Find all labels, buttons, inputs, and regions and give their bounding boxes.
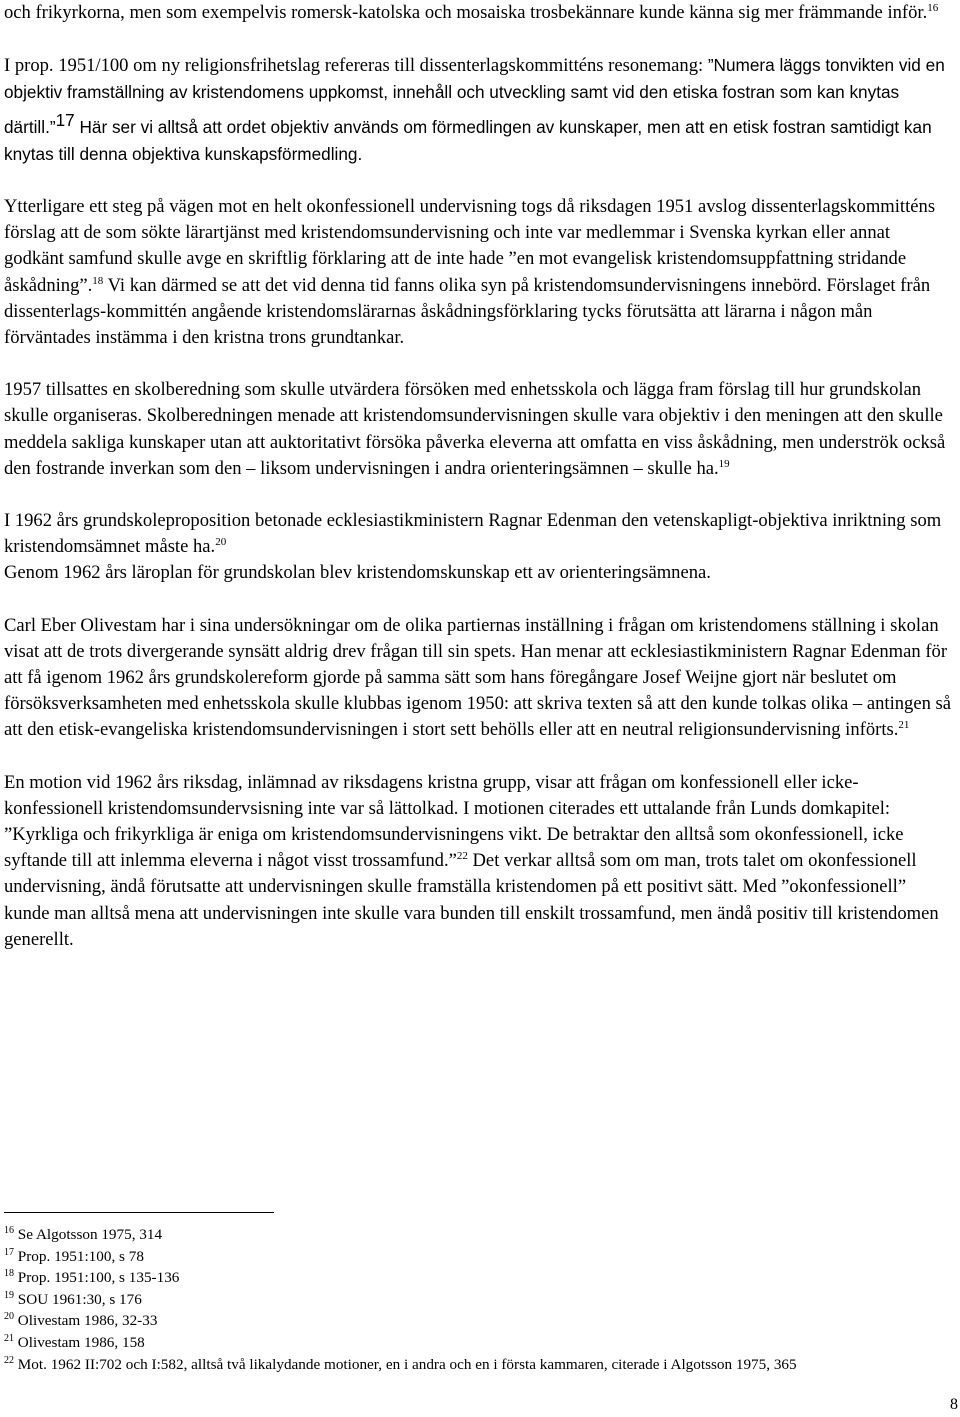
paragraph-text: I prop. 1951/100 om ny religionsfrihetslag refereras till dissenterlagskommitténs resonemang: <box>4 55 708 77</box>
paragraph-8 <box>4 770 954 953</box>
footnote-ref[interactable]: 20 <box>215 536 227 549</box>
paragraph-text: Här ser vi alltså att ordet objektiv används om förmedlingen av kunskaper, men att en etisk fostran samtidigt kan knytas till denna objektiva kunskapsförmedling. <box>4 116 932 164</box>
page-number: 8 <box>950 1396 958 1413</box>
footnote-text: Mot. 1962 II:702 och I:582, alltså två likalydande motioner, en i andra och en i första kammaren, citerade i Algotsson 1975, 365 <box>17 1355 797 1373</box>
paragraph-text: Ytterligare ett steg på vägen mot en helt okonfessionell undervisning togs då riksdagen 1951 avslog dissenterlagskommitténs förslag att de som sökte lärartjänst med kristendomsundervisning och inte var medlemmar i Svenska kyrkan eller annat godkänt samfund skulle avge en skriftlig förklaring att de inte hade ”en mot evangelisk kristendomsuppfattning stridande åskådning”. <box>4 196 936 296</box>
paragraph-text: Det verkar alltså som om man, trots talet om okonfessionell undervisning, ändå förutsatte att undervisningen skulle framställa kristendomen på ett positivt sätt. Med ”okonfessionell” kunde man alltså mena att undervisningen inte skulle vara bunden till enskilt trossamfund, men ändå positiv till kristendomen generellt. <box>4 850 939 950</box>
footnote-19 <box>4 1289 954 1311</box>
paragraph-text: Carl Eber Olivestam har i sina undersökningar om de olika partiernas inställning i frågan om kristendomens ställning i skolan visat att de trots divergerande synsätt aldrig drev frågan till sin spets. Han menar att ecklesiastikministern Ragnar Edenman för att få igenom 1962 års grundskolereform gjorde på samma sätt som hans föregångare Josef Weijne gjort när beslutet om försöksverksamheten med enhetsskola skulle klubbas igenom 1950: att skriva texten så att den kunde tolkas olika – antingen så att den etisk-evangeliska kristendomsundervisningen i stort sett behölls eller att en neutral religionsundervisning införts. <box>4 614 952 741</box>
footnote-ref[interactable]: 16 <box>927 2 939 14</box>
paragraph-1 <box>4 0 954 26</box>
paragraph-7 <box>4 613 954 744</box>
footnote-number: 18 <box>4 1268 14 1280</box>
paragraph-text: En motion vid 1962 års riksdag, inlämnad av riksdagens kristna grupp, visar att frågan om konfessionell eller icke-konfessionell kristendomsundervsisning inte var så lättolkad. I motionen citerades ett uttalande från Lunds domkapitel: ”Kyrkliga och frikyrkliga är eniga om kristendomsundervisningens vikt. De betraktar den alltså som okonfessionell, icke syftande till att inlemma eleverna i något visst trossamfund.” <box>4 771 904 872</box>
paragraph-text: 1957 tillsattes en skolberedning som skulle utvärdera försöken med enhetsskola och lägga fram förslag till hur grundskolan skulle organiseras. Skolberedningen menade att kristendomsundervisningen skulle vara objektiv i den meningen att den skulle meddela sakliga kunskaper utan att auktoritativt försöka påverka eleverna att omfatta en viss åskådning, men underströk också den fostrande inverkan som den – liksom undervisningen i andra orienteringsämnen – skulle ha. <box>4 379 946 479</box>
footnote-text: Olivestam 1986, 32-33 <box>17 1312 158 1330</box>
footnote-number: 16 <box>4 1225 14 1236</box>
footnote-text: Prop. 1951:100, s 78 <box>17 1247 144 1265</box>
footnote-text: Prop. 1951:100, s 135-136 <box>17 1269 180 1287</box>
footnote-ref[interactable]: 21 <box>898 719 910 732</box>
document-page <box>4 0 954 1373</box>
footnote-22 <box>4 1354 954 1376</box>
footnote-text: SOU 1961:30, s 176 <box>17 1290 142 1308</box>
footnote-ref[interactable]: 18 <box>92 274 104 287</box>
footnote-text: Olivestam 1986, 158 <box>17 1333 145 1351</box>
paragraph-text: I 1962 års grundskoleproposition betonade ecklesiastikministern Ragnar Edenman den vetenskapligt-objektiva inriktning som kristendomsämnet måste ha. <box>4 510 942 558</box>
footnote-18 <box>4 1267 954 1289</box>
footnote-text: Se Algotsson 1975, 314 <box>17 1226 163 1243</box>
paragraph-text: och frikyrkorna, men som exempelvis romersk-katolska och mosaiska trosbekännare kunde känna sig mer främmande inför. <box>4 2 928 23</box>
footnote-number: 17 <box>4 1246 14 1258</box>
quoted-text: ”Numera läggs tonvikten vid en objektiv framställning av kristendomens uppkomst, innehåll och utveckling samt vid den etiska fostran som kan knytas därtill.” <box>4 55 945 137</box>
footnote-21 <box>4 1332 954 1354</box>
footnote-ref[interactable]: 17 <box>55 109 75 130</box>
footnote-17 <box>4 1246 954 1268</box>
footnotes <box>4 1224 954 1375</box>
footnote-ref[interactable]: 19 <box>718 457 730 470</box>
footnote-separator <box>4 1212 274 1213</box>
footnote-number: 20 <box>4 1311 14 1323</box>
paragraph-2 <box>4 52 954 168</box>
paragraph-text: Vi kan därmed se att det vid denna tid fanns olika syn på kristendomsundervisningens innebörd. Förslaget från dissenterlags-kommittén angående kristendomslärarnas åskådningsförklaring tycks förutsätta att lärarna i någon mån förväntades instämma i den kristna trons grundtankar. <box>4 274 931 349</box>
paragraph-3 <box>4 194 954 351</box>
paragraph-4 <box>4 377 954 482</box>
footnote-number: 22 <box>4 1354 14 1366</box>
footnote-20 <box>4 1310 954 1332</box>
footnote-number: 21 <box>4 1332 14 1344</box>
paragraph-6: Genom 1962 års läroplan för grundskolan blev kristendomskunskap ett av orienteringsämnena. <box>4 562 711 584</box>
footnote-number: 19 <box>4 1289 14 1301</box>
paragraph-5 <box>4 508 954 560</box>
footnote-ref[interactable]: 22 <box>456 850 468 863</box>
footnote-16 <box>4 1224 954 1246</box>
